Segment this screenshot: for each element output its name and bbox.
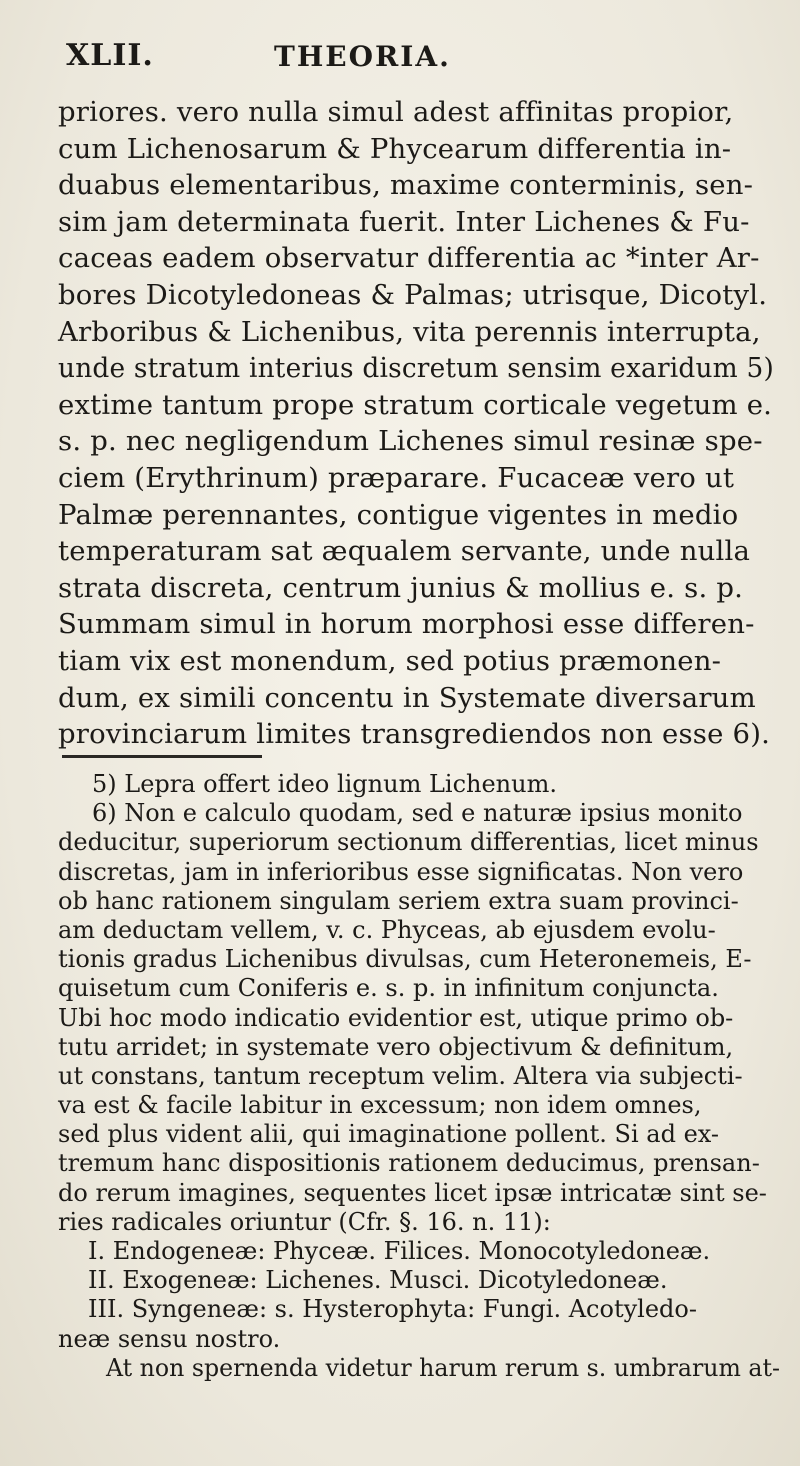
text-line: Palmæ perennantes, contigue vigentes in medio	[58, 498, 739, 531]
text-line: duabus elementaribus, maxime conterminis, sen-	[58, 169, 754, 202]
text-line: unde stratum interius discretum sensim exaridum 5)	[58, 352, 774, 385]
page-number: XLII.	[66, 38, 154, 73]
footnotes-block	[58, 770, 782, 1383]
main-text-block	[58, 94, 778, 753]
footnote-line: ut constans, tantum receptum velim. Altera via subjecti-	[58, 1061, 743, 1090]
footnote-separator-rule	[62, 755, 262, 758]
text-line: Arboribus & Lichenibus, vita perennis interrupta,	[58, 315, 761, 348]
text-line: caceas eadem observatur differentia ac *inter Ar-	[58, 242, 760, 275]
text-line: sim jam determinata fuerit. Inter Lichenes & Fu-	[58, 205, 750, 238]
footnote-line: tionis gradus Lichenibus divulsas, cum Heteronemeis, E-	[58, 945, 752, 974]
text-line: s. p. nec negligendum Lichenes simul resinæ spe-	[58, 425, 763, 458]
footnote-line: II. Exogeneæ: Lichenes. Musci. Dicotyledoneæ.	[88, 1266, 668, 1295]
text-line: dum, ex simili concentu in Systemate diversarum	[58, 681, 756, 714]
footnote-line: I. Endogeneæ: Phyceæ. Filices. Monocotyledoneæ.	[88, 1237, 711, 1265]
footnote-line: tremum hanc dispositionis rationem deducimus, prensan-	[58, 1149, 760, 1178]
text-line: cum Lichenosarum & Phycearum differentia in-	[58, 132, 732, 165]
footnote-line: ries radicales oriuntur (Cfr. §. 16. n. 11):	[58, 1207, 551, 1236]
footnote-line: 6) Non e calculo quodam, sed e naturæ ipsius monito	[92, 799, 743, 828]
footnote-line: tutu arridet; in systemate vero objectivum & definitum,	[58, 1032, 734, 1061]
text-line: temperaturam sat æqualem servante, unde nulla	[58, 535, 751, 568]
footnote-line: quisetum cum Coniferis e. s. p. in infinitum conjuncta.	[58, 974, 719, 1003]
page-header	[66, 38, 766, 78]
footnote-line: neæ sensu nostro.	[58, 1324, 281, 1353]
running-head: THEORIA.	[274, 40, 451, 73]
text-line: provinciarum limites transgrediendos non esse 6).	[58, 718, 771, 751]
footnote-line: 5) Lepra offert ideo lignum Lichenum.	[92, 770, 557, 798]
footnote-line: am deductam vellem, v. c. Phyceas, ab ejusdem evolu-	[58, 915, 716, 944]
footnote-line: Ubi hoc modo indicatio evidentior est, utique primo ob-	[58, 1003, 734, 1032]
text-line: tiam vix est monendum, sed potius præmonen-	[58, 644, 722, 677]
footnote-line: deducitur, superiorum sectionum differentias, licet minus	[58, 828, 759, 857]
text-line: Summam simul in horum morphosi esse differen-	[58, 608, 755, 641]
text-line: ciem (Erythrinum) præparare. Fucaceæ vero ut	[58, 461, 735, 494]
text-line: strata discreta, centrum junius & mollius e. s. p.	[58, 571, 744, 604]
footnote-line: discretas, jam in inferioribus esse significatas. Non vero	[58, 857, 744, 886]
footnote-line: ob hanc rationem singulam seriem extra suam provinci-	[58, 886, 739, 915]
footnote-line: At non spernenda videtur harum rerum s. umbrarum at-	[106, 1353, 781, 1382]
footnote-line: do rerum imagines, sequentes licet ipsæ intricatæ sint se-	[58, 1178, 767, 1207]
footnote-line: III. Syngeneæ: s. Hysterophyta: Fungi. Acotyledo-	[88, 1295, 697, 1324]
text-line: bores Dicotyledoneas & Palmas; utrisque, Dicotyl.	[58, 278, 768, 311]
text-line: priores. vero nulla simul adest affinitas propior,	[58, 96, 734, 128]
footnote-line: sed plus vident alii, qui imaginatione pollent. Si ad ex-	[58, 1120, 720, 1149]
footnote-line: va est & facile labitur in excessum; non idem omnes,	[58, 1091, 702, 1120]
text-line: extime tantum prope stratum corticale vegetum e.	[58, 388, 773, 421]
